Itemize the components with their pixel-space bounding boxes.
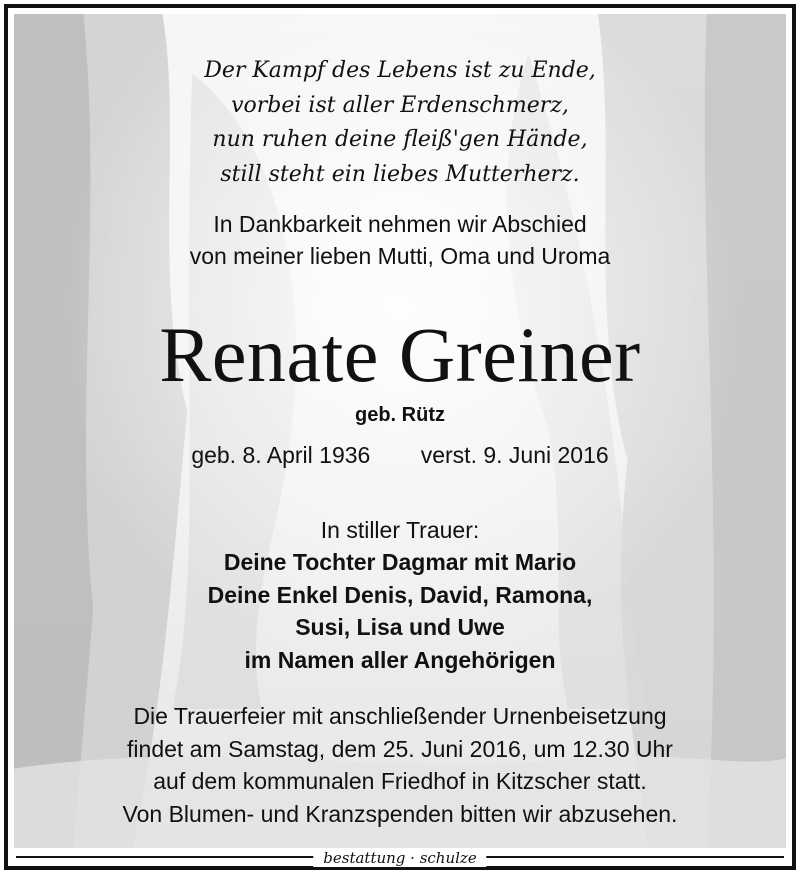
funeral-service-info — [14, 700, 786, 830]
death-date: verst. 9. Juni 2016 — [420, 442, 609, 468]
life-dates — [14, 442, 786, 469]
obituary-panel — [14, 14, 786, 848]
deceased-name: Renate Greiner — [159, 311, 641, 398]
mourner-line: Deine Tochter Dagmar mit Mario — [223, 549, 577, 575]
farewell-line: von meiner lieben Mutti, Oma und Uroma — [189, 243, 611, 269]
memorial-poem — [14, 54, 786, 192]
service-line: auf dem kommunalen Friedhof in Kitzscher statt. — [153, 768, 647, 794]
mourner-line: Deine Enkel Denis, David, Ramona, — [207, 581, 593, 608]
mourner-line: im Namen aller Angehörigen — [244, 646, 556, 673]
farewell-statement — [14, 208, 786, 272]
poem-line: nun ruhen deine fleiß'gen Hände, — [212, 127, 588, 152]
service-line: findet am Samstag, dem 25. Juni 2016, um 12.30 Uhr — [127, 735, 673, 762]
service-line: Von Blumen- und Kranzspenden bitten wir abzusehen. — [122, 800, 678, 827]
mourners-list — [14, 546, 786, 676]
farewell-line: In Dankbarkeit nehmen wir Abschied — [213, 211, 587, 237]
maiden-name: geb. Rütz — [355, 404, 445, 426]
mourner-line: Susi, Lisa und Uwe — [295, 614, 505, 640]
funeral-home-credit: bestattung · schulze — [313, 849, 486, 867]
poem-line: vorbei ist aller Erdenschmerz, — [231, 92, 569, 118]
poem-line: still steht ein liebes Mutterherz. — [220, 161, 580, 187]
poem-line: Der Kampf des Lebens ist zu Ende, — [204, 58, 596, 83]
birth-date: geb. 8. April 1936 — [191, 442, 371, 468]
mourning-intro: In stiller Trauer: — [320, 517, 480, 543]
obituary-content — [14, 14, 786, 848]
service-line: Die Trauerfeier mit anschließender Urnenbeisetzung — [133, 703, 667, 729]
obituary-frame — [4, 4, 796, 870]
